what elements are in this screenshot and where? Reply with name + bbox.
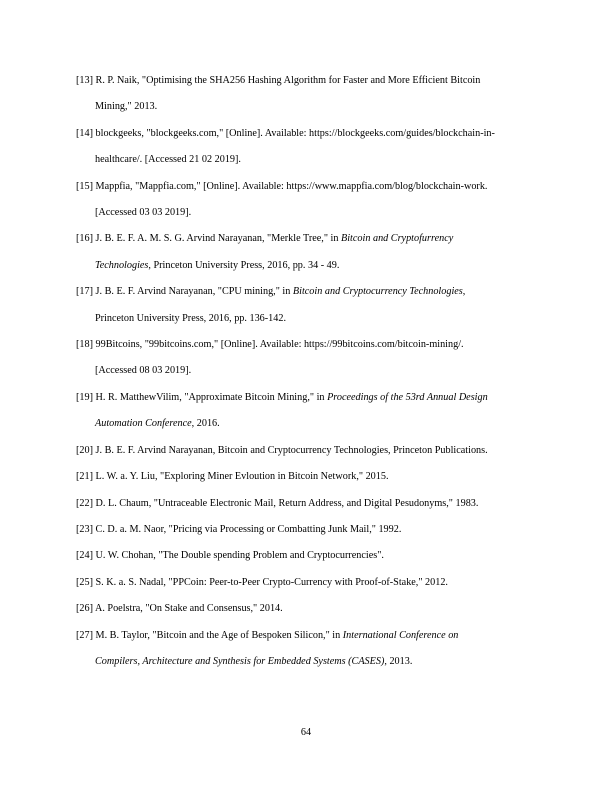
reference-text: [14] blockgeeks, "blockgeeks.com," [Online]. Available: https://blockgeeks.com/guides/blockchain-in- bbox=[76, 127, 495, 139]
reference-entry-18 bbox=[76, 332, 536, 385]
reference-line bbox=[76, 332, 536, 358]
reference-text: , 2016. bbox=[191, 418, 220, 430]
reference-entry-25 bbox=[76, 570, 536, 596]
reference-continuation-line bbox=[76, 411, 536, 437]
reference-continuation-line bbox=[76, 358, 536, 384]
reference-line bbox=[76, 570, 536, 596]
reference-line bbox=[76, 226, 536, 252]
reference-continuation-line bbox=[76, 306, 536, 332]
reference-line bbox=[76, 121, 536, 147]
reference-text: [16] J. B. E. F. A. M. S. G. Arvind Narayanan, "Merkle Tree," in bbox=[76, 233, 341, 245]
reference-text: [27] M. B. Taylor, "Bitcoin and the Age of Bespoken Silicon," in bbox=[76, 629, 343, 641]
reference-entry-26 bbox=[76, 596, 536, 622]
reference-text: healthcare/. [Accessed 21 02 2019]. bbox=[95, 154, 241, 166]
reference-entry-17 bbox=[76, 279, 536, 332]
reference-text: Mining," 2013. bbox=[95, 101, 158, 113]
reference-text: [20] J. B. E. F. Arvind Narayanan, Bitcoin and Cryptocurrency Technologies, Princeton Publications. bbox=[76, 444, 488, 456]
reference-text: [22] D. L. Chaum, "Untraceable Electronic Mail, Return Address, and Digital Pesudonyms," 1983. bbox=[76, 497, 479, 509]
reference-entry-22 bbox=[76, 491, 536, 517]
reference-continuation-line bbox=[76, 147, 536, 173]
reference-text: , Princeton University Press, 2016, pp. 34 - 49. bbox=[148, 259, 340, 271]
reference-text: [18] 99Bitcoins, "99bitcoins.com," [Online]. Available: https://99bitcoins.com/bitcoin-mining/. bbox=[76, 339, 464, 351]
reference-text: [23] C. D. a. M. Naor, "Pricing via Processing or Combatting Junk Mail," 1992. bbox=[76, 523, 402, 535]
reference-line bbox=[76, 385, 536, 411]
reference-continuation-line bbox=[76, 200, 536, 226]
reference-line bbox=[76, 438, 536, 464]
reference-entry-21 bbox=[76, 464, 536, 490]
reference-line bbox=[76, 543, 536, 569]
reference-text: [Accessed 08 03 2019]. bbox=[95, 365, 192, 377]
page-number: 64 bbox=[300, 727, 312, 738]
reference-text: Princeton University Press, 2016, pp. 136-142. bbox=[95, 312, 287, 324]
reference-italic-title: Bitcoin and Cryptofurrency bbox=[341, 233, 454, 245]
reference-entry-24 bbox=[76, 543, 536, 569]
reference-line bbox=[76, 596, 536, 622]
reference-line bbox=[76, 623, 536, 649]
reference-text: [15] Mappfia, "Mappfia.com," [Online]. Available: https://www.mappfia.com/blog/blockchain-work. bbox=[76, 180, 488, 192]
reference-line bbox=[76, 491, 536, 517]
reference-text: [13] R. P. Naik, "Optimising the SHA256 Hashing Algorithm for Faster and More Efficient Bitcoin bbox=[76, 75, 481, 86]
reference-text: , bbox=[462, 286, 466, 298]
reference-text: [19] H. R. MatthewVilim, "Approximate Bitcoin Mining," in bbox=[76, 391, 328, 403]
reference-text: [21] L. W. a. Y. Liu, "Exploring Miner Evloution in Bitcoin Network," 2015. bbox=[76, 471, 389, 483]
reference-text: [24] U. W. Chohan, "The Double spending Problem and Cryptocurrencies". bbox=[76, 550, 384, 562]
reference-line bbox=[76, 279, 536, 305]
reference-text: [26] A. Poelstra, "On Stake and Consensus," 2014. bbox=[76, 603, 283, 615]
reference-italic-title: Compilers, Architecture and Synthesis for Embedded Systems (CASES) bbox=[95, 655, 385, 667]
reference-entry-16 bbox=[76, 226, 536, 279]
reference-continuation-line bbox=[76, 649, 536, 675]
reference-list bbox=[76, 68, 536, 675]
reference-line bbox=[76, 517, 536, 543]
reference-text: [25] S. K. a. S. Nadal, "PPCoin: Peer-to-Peer Crypto-Currency with Proof-of-Stake," 2012. bbox=[76, 576, 448, 588]
reference-entry-20 bbox=[76, 438, 536, 464]
reference-continuation-line bbox=[76, 253, 536, 279]
reference-italic-title: Proceedings of the 53rd Annual Design bbox=[327, 391, 488, 403]
reference-italic-title: International Conference on bbox=[342, 629, 459, 641]
reference-italic-title: Technologies bbox=[95, 259, 149, 271]
reference-text: [Accessed 03 03 2019]. bbox=[95, 207, 192, 219]
reference-text: , 2013. bbox=[384, 655, 413, 667]
reference-entry-15 bbox=[76, 174, 536, 227]
reference-text: [17] J. B. E. F. Arvind Narayanan, "CPU mining," in bbox=[76, 286, 293, 298]
reference-entry-27 bbox=[76, 623, 536, 676]
reference-italic-title: Automation Conference bbox=[95, 418, 192, 430]
reference-line bbox=[76, 68, 536, 94]
reference-entry-23 bbox=[76, 517, 536, 543]
reference-entry-13 bbox=[76, 68, 536, 121]
reference-line bbox=[76, 464, 536, 490]
reference-entry-14 bbox=[76, 121, 536, 174]
reference-line bbox=[76, 174, 536, 200]
reference-italic-title: Bitcoin and Cryptocurrency Technologies bbox=[292, 286, 463, 298]
reference-entry-19 bbox=[76, 385, 536, 438]
reference-continuation-line bbox=[76, 94, 536, 120]
